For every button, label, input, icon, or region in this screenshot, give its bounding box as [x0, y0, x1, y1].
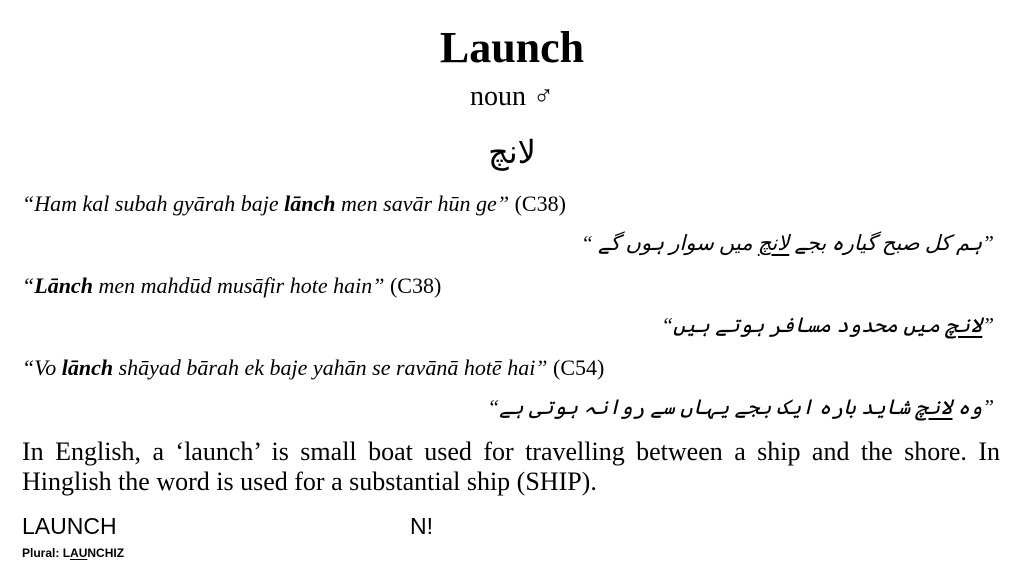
plural-stressed: AU	[70, 546, 88, 560]
example-3-romanized	[22, 354, 604, 382]
pronunciation-spelling: LAUNCH	[22, 513, 117, 539]
example-text: men mahdūd musāfir hote hain”	[92, 273, 385, 298]
example-text: men savār hūn ge”	[335, 191, 510, 216]
citation-ref: (C54)	[547, 355, 605, 380]
example-text: “	[22, 273, 35, 298]
citation-ref: (C38)	[384, 273, 442, 298]
urdu-text: ”ہم کل صبح گیارہ بجے	[789, 231, 994, 255]
pronunciation-marker: N!	[410, 513, 433, 539]
urdu-keyword: لانچ	[757, 231, 790, 255]
urdu-text: میں سوار ہوں گے “	[581, 231, 758, 255]
example-2-urdu	[661, 310, 994, 340]
example-keyword: lānch	[61, 355, 114, 380]
plural-text: L	[62, 546, 71, 560]
urdu-headword: لانچ	[488, 134, 536, 170]
citation-ref: (C38)	[509, 191, 566, 216]
urdu-text: ”	[982, 313, 994, 337]
plural-label: Plural:	[22, 546, 63, 560]
urdu-keyword: لانچ	[915, 395, 953, 419]
male-gender-icon: ♂	[533, 81, 554, 112]
urdu-text: شاید بارہ ایک بجے یہاں سے روانہ ہوتی ہے“	[487, 395, 916, 419]
example-keyword: Lānch	[34, 273, 93, 298]
example-3-urdu	[487, 392, 994, 422]
urdu-text: میں محدود مسافر ہوتے ہیں“	[661, 313, 946, 337]
plural-text: NCHIZ	[87, 546, 125, 560]
part-of-speech: noun	[470, 81, 526, 112]
example-text: shāyad bārah ek baje yahān se ravānā hotē hai”	[113, 355, 548, 380]
plural-form	[22, 545, 124, 561]
definition-paragraph: In English, a ‘launch’ is small boat used for travelling between a ship and the shore. In Hinglish the word is used for a substantial ship (SHIP).	[22, 437, 1000, 496]
urdu-keyword: لانچ	[945, 313, 983, 337]
urdu-text: ”وہ	[952, 395, 994, 419]
example-keyword: lānch	[284, 191, 336, 216]
example-1-urdu	[581, 228, 994, 258]
example-1-romanized	[22, 190, 566, 218]
example-text: “Vo	[22, 355, 62, 380]
example-2-romanized	[22, 272, 441, 300]
example-text: “Ham kal subah gyārah baje	[22, 191, 285, 216]
part-of-speech-line	[0, 80, 1024, 114]
headword: Launch	[439, 23, 585, 72]
